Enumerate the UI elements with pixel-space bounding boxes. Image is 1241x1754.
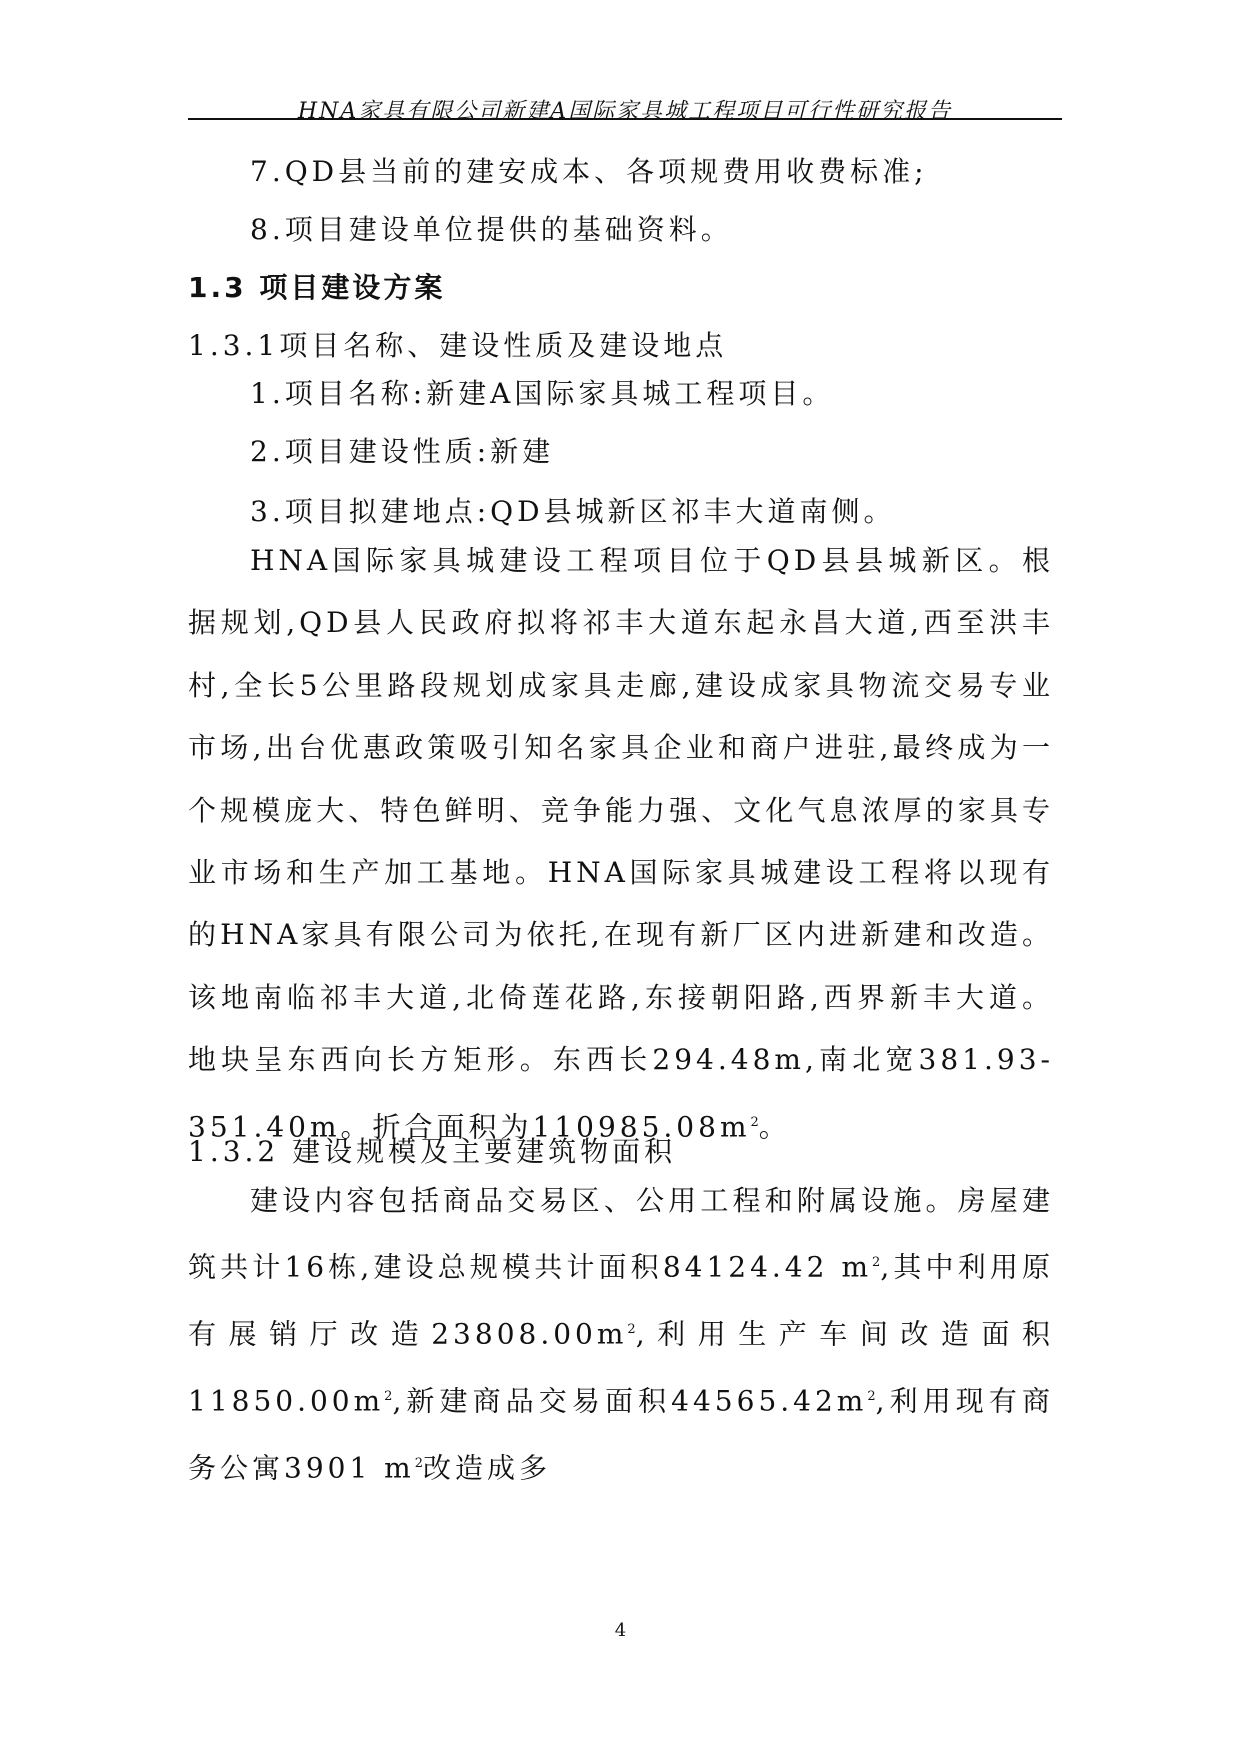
scale-text-f: 改造成多 bbox=[423, 1450, 552, 1484]
superscript-2: 2 bbox=[872, 1255, 881, 1271]
superscript-2: 2 bbox=[627, 1322, 636, 1338]
superscript-2: 2 bbox=[867, 1388, 876, 1404]
superscript-2: 2 bbox=[750, 1114, 759, 1130]
construction-scale-paragraph bbox=[188, 1170, 1054, 1499]
scale-text-e: ,利用现有商务公寓3901 m bbox=[188, 1384, 1054, 1484]
page-number: 4 bbox=[614, 1620, 627, 1641]
scale-text-a: 建设内容包括商品交易区、公用工程和附属设施。房屋建筑共计16栋,建设总规模共计面积84124.42 m bbox=[188, 1184, 1054, 1284]
superscript-2: 2 bbox=[414, 1455, 423, 1471]
scale-text-b: ,其中利用原有展销厅改造23808.00m bbox=[188, 1250, 1054, 1351]
project-name-line: 1.项目名称:新建A国际家具城工程项目。 bbox=[250, 377, 835, 410]
scale-text-d: ,新建商品交易面积44565.42m bbox=[392, 1384, 868, 1418]
site-description-tail: 。 bbox=[758, 1109, 791, 1143]
project-site-line: 3.项目拟建地点:QD县城新区祁丰大道南侧。 bbox=[250, 495, 896, 528]
site-description-paragraph bbox=[188, 530, 1054, 1158]
running-header: HNA家具有限公司新建A国际家具城工程项目可行性研究报告 bbox=[297, 99, 953, 124]
section-heading-1-3: 1.3 项目建设方案 bbox=[188, 271, 446, 304]
superscript-2: 2 bbox=[384, 1388, 393, 1404]
header-rule bbox=[188, 118, 1062, 120]
subsection-heading-1-3-2: 1.3.2 建设规模及主要建筑物面积 bbox=[188, 1135, 677, 1168]
subsection-heading-1-3-1: 1.3.1项目名称、建设性质及建设地点 bbox=[188, 329, 728, 362]
site-description-text: HNA国际家具城建设工程项目位于QD县县城新区。根据规划,QD县人民政府拟将祁丰大道东起永昌大道,西至洪丰村,全长5公里路段规划成家具走廊,建设成家具物流交易专业市场,出台优惠政策吸引知名家具企业和商户进驻,最终成为一个规模庞大、特色鲜明、竞争能力强、文化气息浓厚的家具专业市场和生产加工基地。HNA国际家具城建设工程将以现有的HNA家具有限公司为依托,在现有新厂区内进新建和改造。该地南临祁丰大道,北倚莲花路,东接朝阳路,西界新丰大道。地块呈东西向长方矩形。东西长294.48m,南北宽381.93-351.40m。折合面积为110985.08m bbox=[188, 544, 1054, 1143]
scale-text-c: ,利用生产车间改造面积11850.00m bbox=[188, 1317, 1054, 1418]
basis-item-8: 8.项目建设单位提供的基础资料。 bbox=[250, 213, 733, 246]
project-nature-line: 2.项目建设性质:新建 bbox=[250, 435, 555, 468]
basis-item-7: 7.QD县当前的建安成本、各项规费用收费标准; bbox=[250, 155, 928, 188]
